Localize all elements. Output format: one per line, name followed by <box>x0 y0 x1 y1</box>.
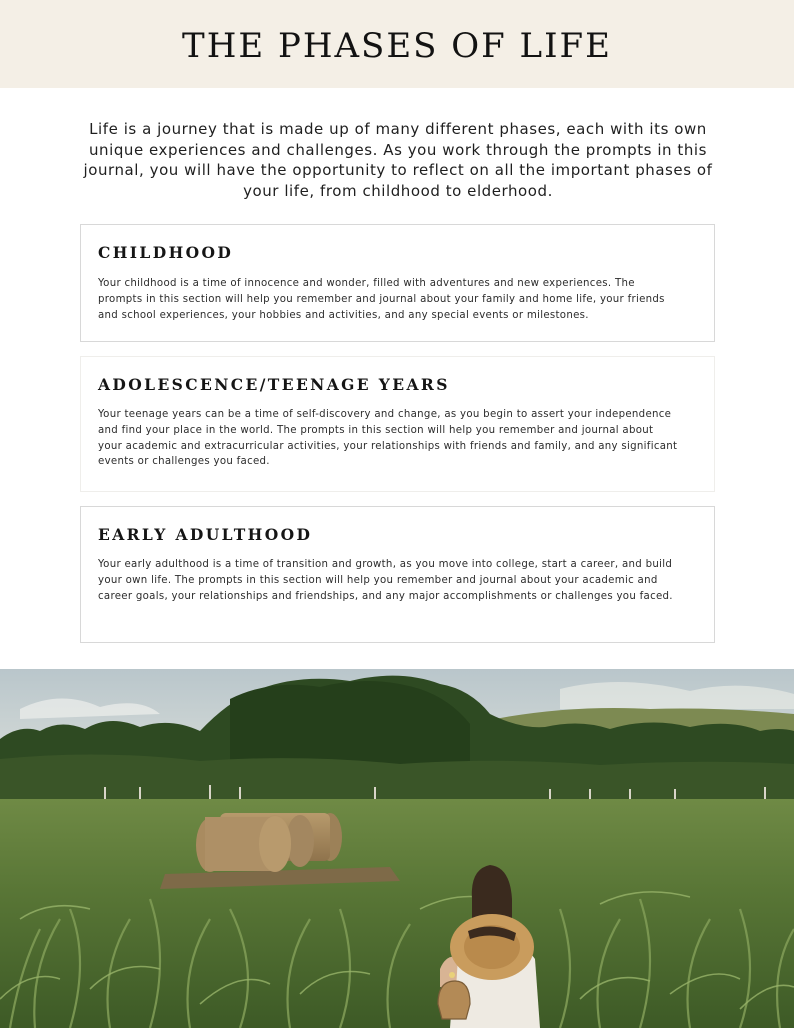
intro-paragraph: Life is a journey that is made up of many different phases, each with its own unique experiences and challenges. As you work through the prompts in this journal, you will have the opportunity to reflect on all the important phases of your life, from childhood to elderhood. <box>83 120 713 200</box>
section-text: Your childhood is a time of innocence and wonder, filled with adventures and new experiences. The prompts in this section will help you remember and journal about your family and home life, your friends and school experiences, your hobbies and activities, and any special events or milestones. <box>98 278 665 321</box>
section-card-adolescence <box>80 356 715 492</box>
header-band <box>0 0 794 88</box>
section-title: EARLY ADULTHOOD <box>98 525 313 544</box>
section-title: ADOLESCENCE/TEENAGE YEARS <box>98 375 450 394</box>
section-title: CHILDHOOD <box>98 243 234 262</box>
section-text: Your early adulthood is a time of transition and growth, as you move into college, start a career, and build your own life. The prompts in this section will help you remember and journal about your academic and career goals, your relationships and friendships, and any major accomplishments or challenges you faced. <box>98 559 673 602</box>
cornfield-photo <box>0 669 794 1028</box>
page-title: THE PHASES OF LIFE <box>182 26 612 66</box>
section-card-early-adulthood <box>80 506 715 643</box>
field <box>0 799 794 1028</box>
section-text: Your teenage years can be a time of self-discovery and change, as you begin to assert your independence and find your place in the world. The prompts in this section will help you remember and journal about your academic and extracurricular activities, your relationships with friends and family, and any significant events or challenges you faced. <box>98 409 678 468</box>
section-card-childhood <box>80 224 715 342</box>
